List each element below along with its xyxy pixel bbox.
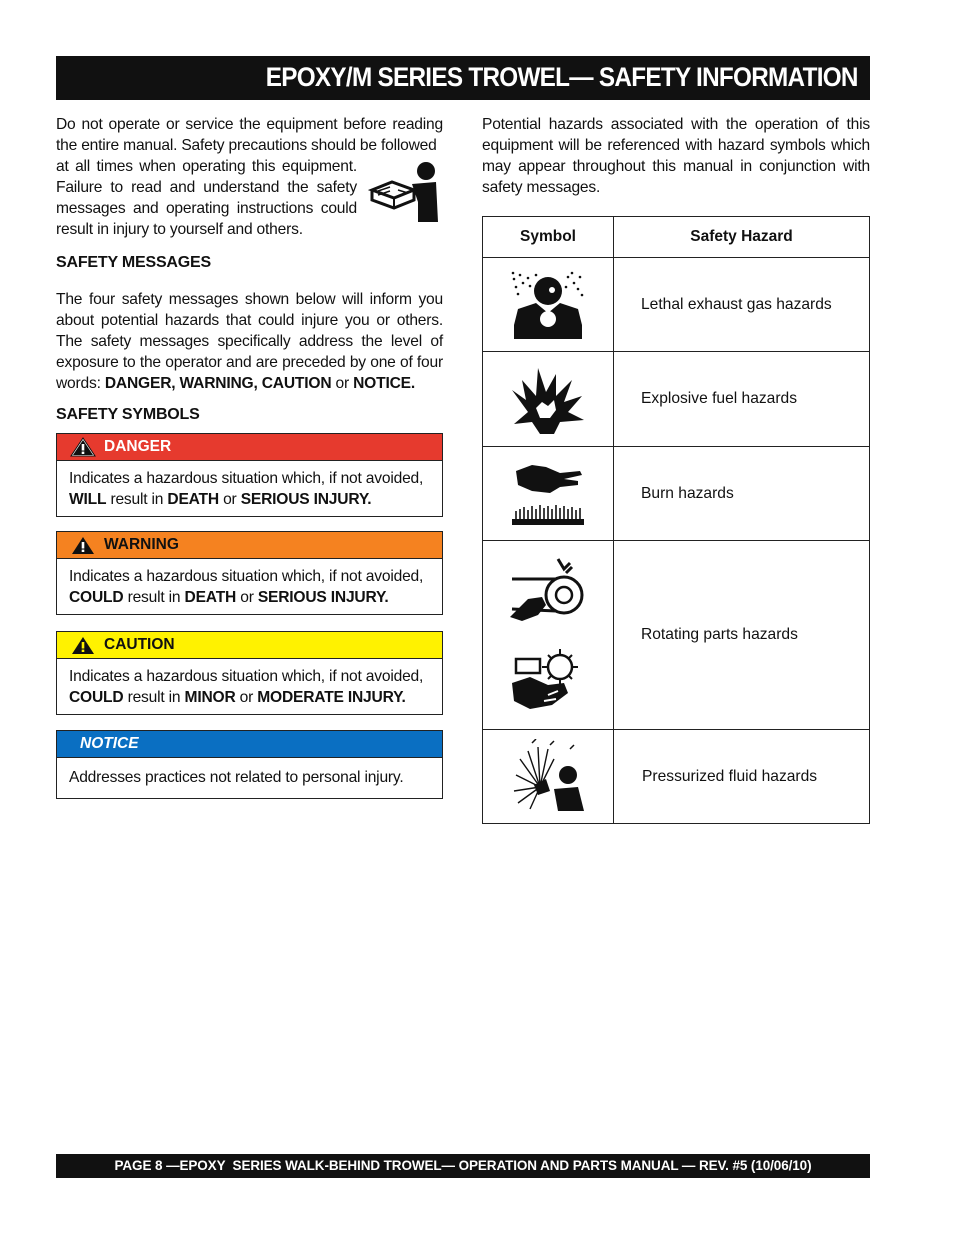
belt-pulley-icon [510, 559, 582, 621]
table-row [483, 541, 870, 730]
caution-text [57, 659, 442, 714]
caution-b3: MODERATE INJURY. [257, 689, 406, 706]
warning-triangle-icon [70, 635, 96, 655]
warning-t3: or [236, 589, 258, 606]
warning-triangle-icon [70, 535, 96, 555]
safety-messages-body: The four safety messages shown below will inform you about potential hazards that could injure you or others. The safety messages specifically address the level of exposure to the operator and are preceded by one of four words: [56, 291, 443, 392]
rotating-parts-icon [508, 555, 588, 715]
danger-t3: or [218, 491, 241, 508]
danger-t1: Indicates a hazardous situation which, if not avoided, [69, 470, 424, 487]
hazard-table-header [483, 217, 870, 258]
hazard-label: Burn hazards [614, 447, 870, 541]
warning-label: WARNING [104, 536, 179, 553]
burn-hand-icon [510, 459, 586, 529]
page-title-bar [56, 56, 870, 100]
danger-box [56, 433, 443, 517]
intro-text-wrap: at all times when operating this equipment. Failure to read and understand the safety messages and operating instructions could result in injury to yourself and others. [56, 158, 357, 238]
explosion-icon [510, 362, 586, 436]
read-manual-icon [368, 160, 440, 224]
safety-words: DANGER, WARNING, CAUTION [104, 375, 332, 392]
intro-text-top: Do not operate or service the equipment before reading the entire manual. Safety precautions should be followed [56, 116, 443, 154]
notice-header [57, 731, 442, 758]
safety-words-last: NOTICE. [353, 375, 415, 392]
caution-box [56, 631, 443, 715]
caution-label: CAUTION [104, 636, 175, 653]
danger-header [57, 434, 442, 461]
table-row [483, 258, 870, 352]
caution-t1: Indicates a hazardous situation which, if not avoided, [69, 668, 424, 685]
safety-messages-heading: SAFETY MESSAGES [56, 254, 211, 271]
col-symbol-header: Symbol [483, 217, 614, 258]
safety-words-or: or [331, 375, 354, 392]
exhaust-gas-icon [508, 269, 588, 341]
gear-hand-icon [512, 649, 578, 709]
col-hazard-header: Safety Hazard [614, 217, 870, 258]
hazard-label: Lethal exhaust gas hazards [614, 258, 870, 352]
pressurized-fluid-icon [510, 739, 586, 815]
danger-b2: DEATH [167, 491, 219, 508]
warning-b2: DEATH [184, 589, 237, 606]
table-row [483, 730, 870, 824]
warning-t1: Indicates a hazardous situation which, if not avoided, [69, 568, 424, 585]
caution-header [57, 632, 442, 659]
warning-b3: SERIOUS INJURY. [257, 589, 389, 606]
safety-messages-text [56, 289, 443, 394]
danger-label: DANGER [104, 438, 172, 455]
warning-b1: COULD [69, 589, 124, 606]
hazard-label: Rotating parts hazards [614, 541, 870, 730]
danger-text [57, 461, 442, 516]
table-row [483, 352, 870, 447]
hazard-label: Explosive fuel hazards [614, 352, 870, 447]
table-row [483, 447, 870, 541]
caution-t3: or [235, 689, 258, 706]
safety-symbols-heading: SAFETY SYMBOLS [56, 406, 200, 423]
notice-label: NOTICE [80, 735, 139, 752]
page-footer [56, 1154, 870, 1178]
warning-triangle-icon [70, 437, 96, 457]
caution-t2: result in [123, 689, 185, 706]
danger-b3: SERIOUS INJURY. [240, 491, 372, 508]
warning-box [56, 531, 443, 615]
hazard-label: Pressurized fluid hazards [614, 730, 870, 824]
notice-box [56, 730, 443, 799]
notice-text: Addresses practices not related to personal injury. [69, 769, 404, 786]
hazard-table [482, 216, 870, 824]
caution-b2: MINOR [184, 689, 236, 706]
caution-b1: COULD [69, 689, 124, 706]
danger-t2: result in [106, 491, 168, 508]
page-title: EPOXY/M SERIES TROWEL— SAFETY INFORMATION [266, 62, 858, 92]
warning-header [57, 532, 442, 559]
footer-text: PAGE 8 —EPOXY SERIES WALK-BEHIND TROWEL— OPERATION AND PARTS MANUAL — REV. #5 (10/06/10) [114, 1158, 812, 1173]
hazard-intro-text: Potential hazards associated with the operation of this equipment will be referenced with hazard symbols which may appear throughout this manual in conjunction with safety messages. [482, 116, 870, 196]
danger-b1: WILL [69, 491, 107, 508]
warning-text [57, 559, 442, 614]
warning-t2: result in [123, 589, 185, 606]
